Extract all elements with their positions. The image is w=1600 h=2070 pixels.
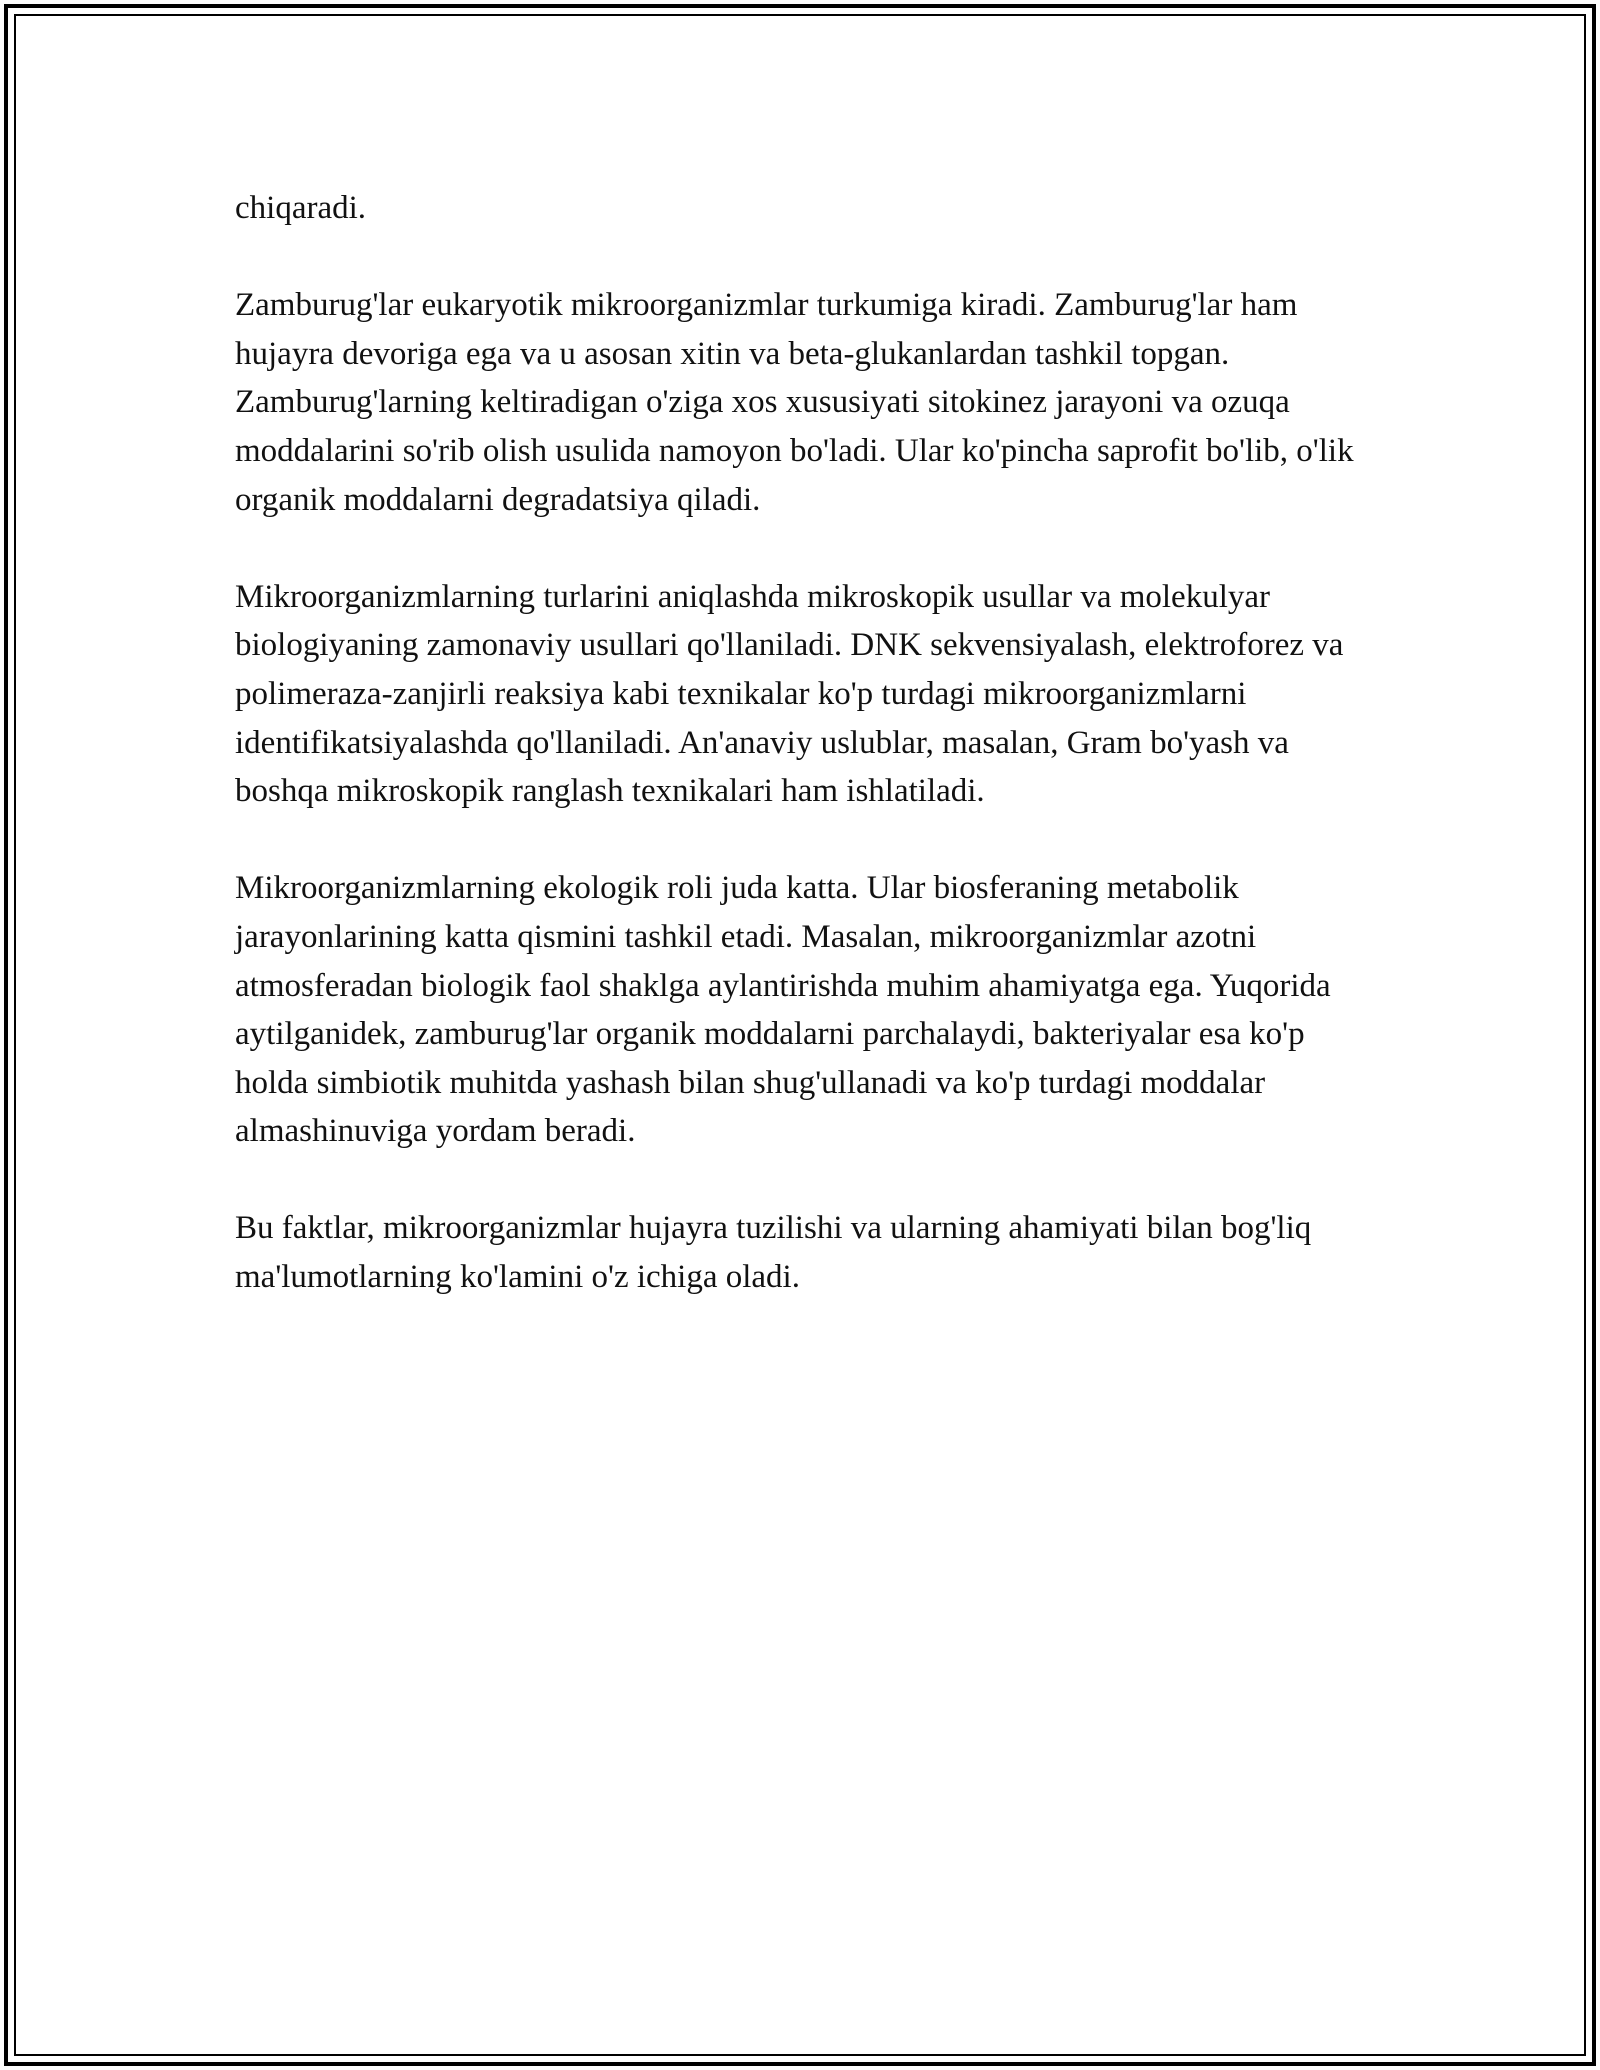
- paragraph-identification-methods: Mikroorganizmlarning turlarini aniqlashda mikroskopik usullar va molekulyar biologiyaning zamonaviy usullari qo'llaniladi. DNK sekvensiyalash, elektroforez va polimeraza-zanjirli reaksiya kabi texnikalar ko'p turdagi mikroorganizmlarni identifikatsiyalashda qo'llaniladi. An'anaviy uslublar, masalan, Gram bo'yash va boshqa mikroskopik ranglash texnikalari ham ishlatiladi.: [235, 578, 1344, 810]
- paragraph-ecological-role: Mikroorganizmlarning ekologik roli juda katta. Ular biosferaning metabolik jarayonlarining katta qismini tashkil etadi. Masalan, mikroorganizmlar azotni atmosferadan biologik faol shaklga aylantirishda muhim ahamiyatga ega. Yuqorida aytilganidek, zamburug'lar organik moddalarni parchalaydi, bakteriyalar esa ko'p holda simbiotik muhitda yashash bilan shug'ullanadi va ko'p turdagi moddalar almashinuviga yordam beradi.: [235, 870, 1331, 1150]
- document-body: [235, 184, 1375, 1350]
- paragraph-conclusion: Bu faktlar, mikroorganizmlar hujayra tuzilishi va ularning ahamiyati bilan bog'liq ma'lumotlarning ko'lamini o'z ichiga oladi.: [235, 1210, 1312, 1296]
- paragraph-fungi: Zamburug'lar eukaryotik mikroorganizmlar turkumiga kiradi. Zamburug'lar ham hujayra devoriga ega va u asosan xitin va beta-glukanlardan tashkil topgan. Zamburug'larning keltiradigan o'ziga xos xususiyati sitokinez jarayoni va ozuqa moddalarini so'rib olish usulida namoyon bo'ladi. Ular ko'pincha saprofit bo'lib, o'lik organik moddalarni degradatsiya qiladi.: [235, 287, 1354, 518]
- paragraph-continuation: chiqaradi.: [235, 190, 367, 226]
